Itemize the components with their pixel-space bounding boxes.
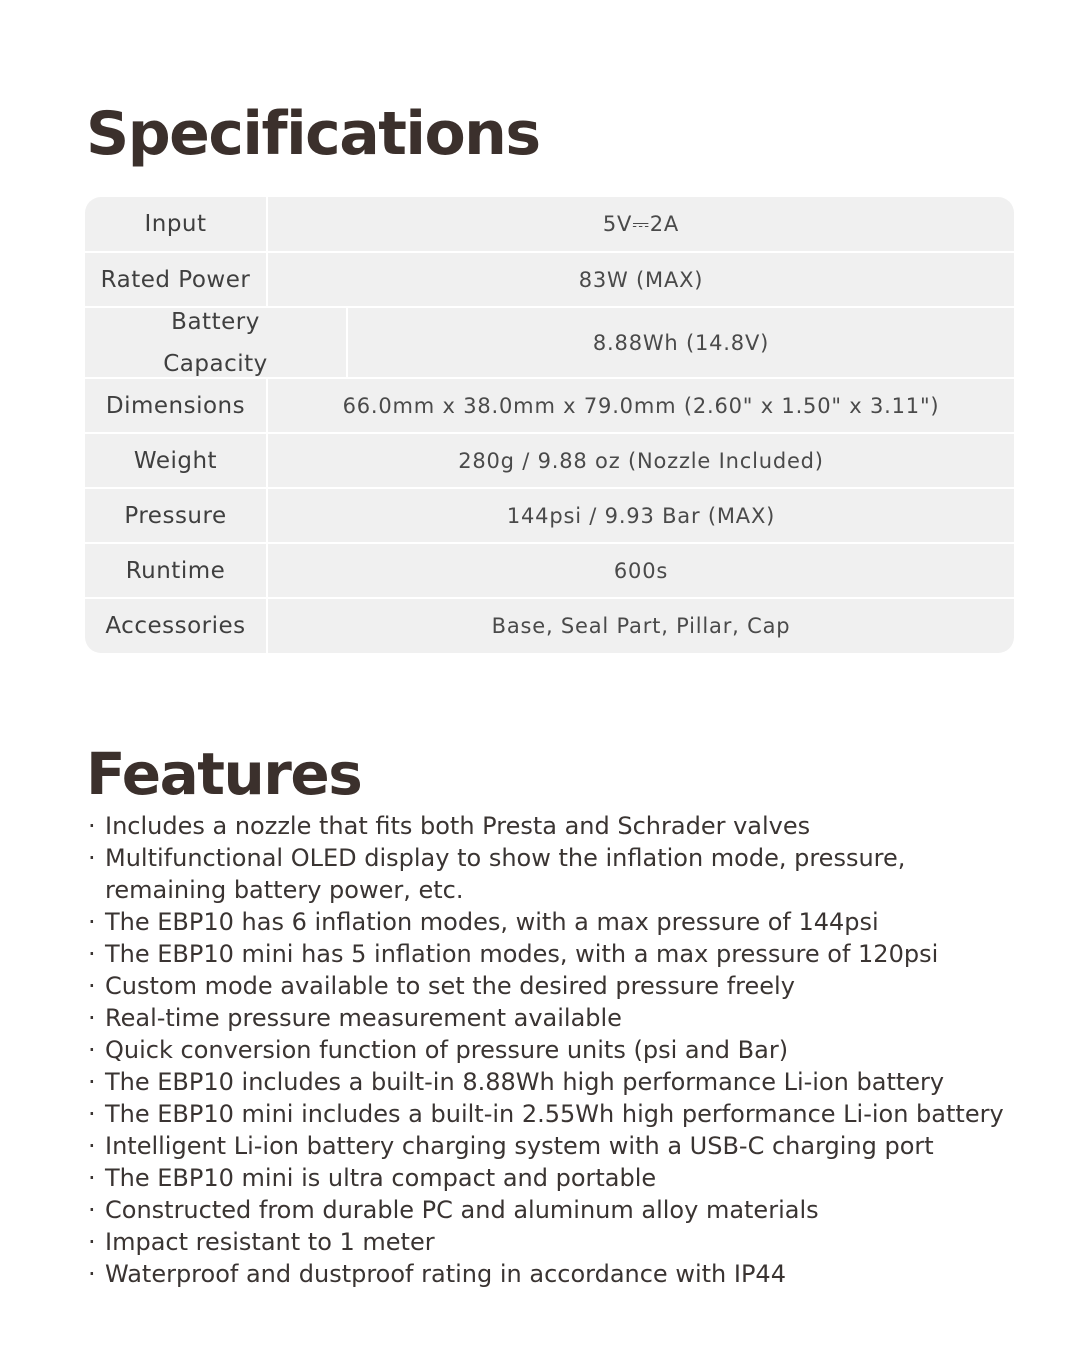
feature-text: Includes a nozzle that fits both Presta and Schrader valves [105,812,811,840]
spec-value: 5V⎓2A [602,211,680,236]
spec-label: Rated Power [85,253,268,306]
feature-item [88,1098,1048,1130]
feature-text: The EBP10 mini is ultra compact and portable [105,1164,657,1192]
spec-row-input [85,197,1014,251]
feature-text: Quick conversion function of pressure units (psi and Bar) [105,1036,789,1064]
feature-text: The EBP10 mini includes a built-in 2.55Wh high performance Li-ion battery [105,1100,1004,1128]
bullet: · [88,812,96,840]
spec-row-dimensions [85,377,1014,432]
bullet: · [88,1004,96,1032]
feature-text: Intelligent Li-ion battery charging system with a USB-C charging port [105,1132,934,1160]
feature-item [88,1194,1048,1226]
spec-label: Input [85,197,268,251]
bullet: · [88,972,96,1000]
feature-text: Waterproof and dustproof rating in accordance with IP44 [105,1260,786,1288]
bullet: · [88,940,96,968]
bullet: · [88,908,96,936]
feature-item [88,1162,1048,1194]
bullet: · [88,1196,96,1224]
spec-label: Dimensions [85,379,268,432]
spec-label: Battery Capacity [85,308,348,377]
spec-value: 83W (MAX) [578,267,704,292]
spec-label: Pressure [85,489,268,542]
spec-value: 66.0mm x 38.0mm x 79.0mm (2.60" x 1.50" x 3.11") [342,393,940,418]
feature-item [88,810,1048,842]
feature-item [88,906,1048,938]
feature-item [88,1258,1048,1290]
spec-row-pressure [85,487,1014,542]
bullet: · [88,1164,96,1192]
feature-text: Real-time pressure measurement available [105,1004,622,1032]
feature-text: Impact resistant to 1 meter [105,1228,435,1256]
bullet: · [88,1100,96,1128]
bullet: · [88,1228,96,1256]
bullet: · [88,1260,96,1288]
specifications-table [85,197,1014,653]
bullet: · [88,1068,96,1096]
bullet: · [88,1036,96,1064]
features-list [88,810,1048,1290]
feature-item [88,1002,1048,1034]
spec-row-accessories [85,597,1014,653]
feature-text: Custom mode available to set the desired pressure freely [105,972,795,1000]
spec-value: 8.88Wh (14.8V) [592,330,770,355]
feature-text: The EBP10 includes a built-in 8.88Wh high performance Li-ion battery [105,1068,945,1096]
feature-item [88,1130,1048,1162]
feature-text: The EBP10 mini has 5 inflation modes, with a max pressure of 120psi [105,940,939,968]
spec-row-battery-capacity [85,306,1014,377]
spec-row-weight [85,432,1014,487]
spec-value: 280g / 9.88 oz (Nozzle Included) [458,448,824,473]
bullet: · [88,844,96,872]
feature-text: The EBP10 has 6 inflation modes, with a max pressure of 144psi [105,908,879,936]
specifications-title: Specifications [86,99,540,169]
feature-item [88,842,1048,906]
spec-label: Runtime [85,544,268,597]
feature-item [88,970,1048,1002]
feature-item [88,1226,1048,1258]
spec-value: Base, Seal Part, Pillar, Cap [491,614,791,638]
spec-label: Accessories [85,599,268,653]
feature-item [88,1034,1048,1066]
spec-value: 600s [613,558,669,583]
feature-text: Multifunctional OLED display to show the inflation mode, pressure, remaining battery power, etc. [105,844,906,904]
bullet: · [88,1132,96,1160]
spec-row-runtime [85,542,1014,597]
spec-value: 144psi / 9.93 Bar (MAX) [506,503,776,528]
feature-item [88,938,1048,970]
feature-item [88,1066,1048,1098]
features-title: Features [86,740,362,808]
feature-text: Constructed from durable PC and aluminum alloy materials [105,1196,819,1224]
spec-row-rated-power [85,251,1014,306]
spec-label: Weight [85,434,268,487]
